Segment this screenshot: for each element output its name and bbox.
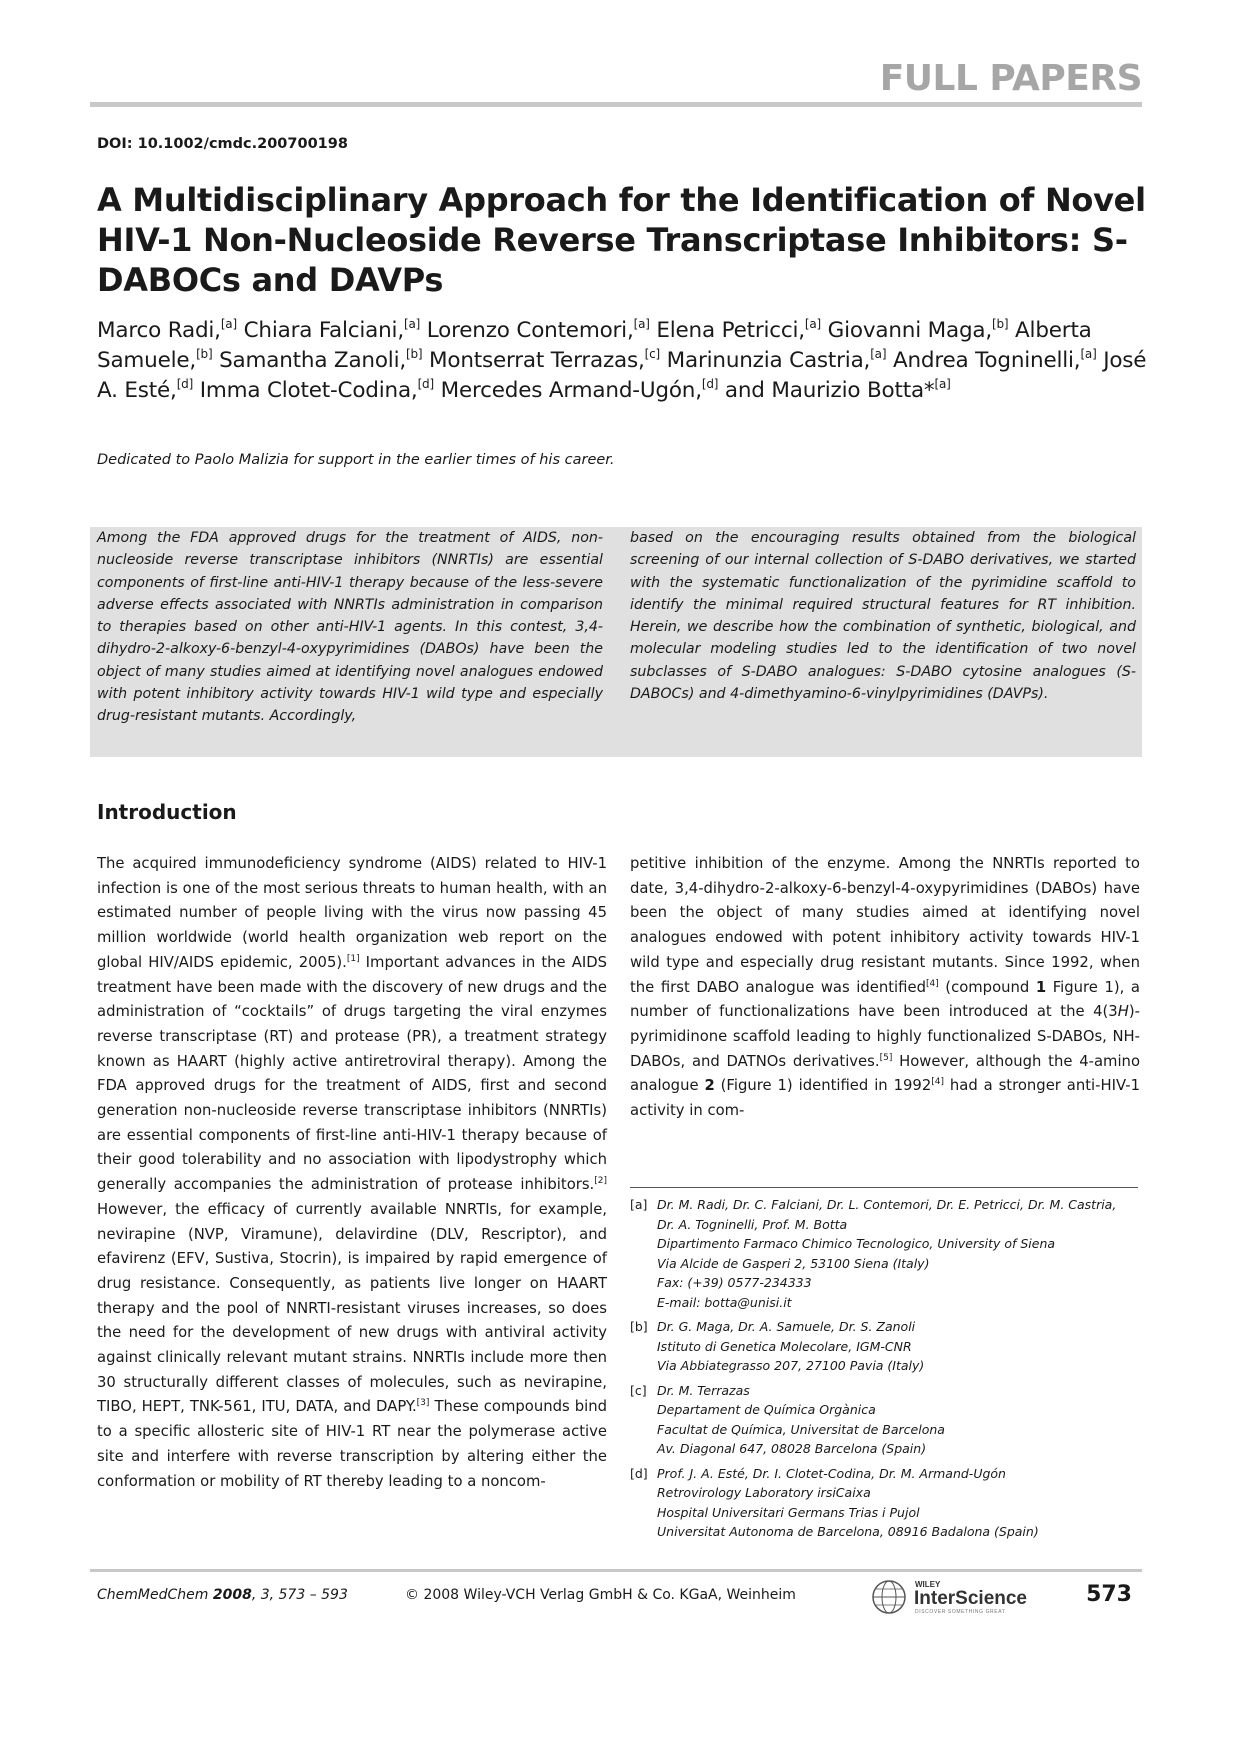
body-left-column bbox=[97, 852, 607, 1494]
author-affiliation-marker: [a] bbox=[1080, 347, 1097, 361]
author-name: Marinunzia Castria, bbox=[666, 348, 871, 373]
abstract-left-column: Among the FDA approved drugs for the treatment of AIDS, non-nucleoside reverse transcriptase inhibitors (NNRTIs) are essential components of first-line anti-HIV-1 therapy because of the less-severe adverse effects associated with NNRTIs administration in comparison to therapies based on other anti-HIV-1 agents. In this contest, 3,4-dihydro-2-alkoxy-6-benzyl-4-oxypyrimidines (DABOs) have been the object of many studies aimed at identifying novel analogues endowed with potent inhibitory activity towards HIV-1 wild type and especially drug-resistant mutants. Accordingly, bbox=[97, 530, 603, 725]
abstract-right-column: based on the encouraging results obtained from the biological screening of our internal collection of S-DABO derivatives, we started with the systematic functionalization of the pyrimidine scaffold to identify the minimal required structural features for RT inhibition. Herein, we describe how the combination of synthetic, biological, and molecular modeling studies led to the identification of two novel subclasses of S-DABO analogues: S-DABO cytosine analogues (S-DABOCs) and 4-dimethyamino-6-vinylpyrimidines (DAVPs). bbox=[630, 530, 1136, 703]
author-name: Elena Petricci, bbox=[656, 318, 805, 343]
compound-number: 2 bbox=[704, 1077, 715, 1095]
author-name: Samantha Zanoli, bbox=[219, 348, 406, 373]
body-text: These compounds bind to a specific allosteric site of HIV-1 RT near the polymerase active site and interfere with reverse transcription by altering either the conformation or mobility of RT thereby leading to a noncom- bbox=[97, 1398, 608, 1490]
author-affiliation-marker: [d] bbox=[417, 377, 434, 391]
affiliation-entry bbox=[630, 1381, 1140, 1459]
author-name: Andrea Togninelli, bbox=[892, 348, 1081, 373]
body-text: However, although the 4-amino analogue bbox=[630, 1052, 1140, 1095]
affiliations bbox=[630, 1195, 1140, 1547]
author-affiliation-marker: [d] bbox=[701, 377, 719, 391]
affiliation-line: Istituto di Genetica Molecolare, IGM-CNR bbox=[657, 1338, 912, 1354]
affiliation-line: Hospital Universitari Germans Trias i Pujol bbox=[657, 1504, 920, 1520]
author-name: Giovanni Maga, bbox=[827, 318, 993, 343]
citation-marker[interactable]: [1] bbox=[346, 953, 360, 964]
body-text: However, the efficacy of currently available NNRTIs, for example, nevirapine (NVP, Viramune), delavirdine (DLV, Rescriptor), and efavirenz (EFV, Sustiva, Stocrin), is impaired by rapid emergence of drug resistance. Consequently, as patients live longer on HAART therapy and the pool of NNRTI-resistant viruses increases, so does the need for the development of new drugs with antiviral activity against clinically relevant mutant strains. NNRTIs include more then 30 structurally different classes of molecules, such as nevirapine, TIBO, HEPT, TNK-561, ITU, DATA, and DAPY. bbox=[97, 1200, 607, 1416]
author-name: Maurizio Botta* bbox=[771, 378, 935, 403]
citation-marker[interactable]: [4] bbox=[931, 1077, 944, 1088]
author-name: Chiara Falciani, bbox=[243, 318, 404, 343]
affiliation-entry bbox=[630, 1195, 1140, 1312]
affiliation-entry bbox=[630, 1464, 1140, 1542]
affiliation-tag: [c] bbox=[630, 1382, 647, 1398]
affiliation-line[interactable]: E-mail: botta@unisi.it bbox=[657, 1294, 792, 1310]
affiliation-line: Via Alcide de Gasperi 2, 53100 Siena (Italy) bbox=[657, 1255, 930, 1271]
journal-reference bbox=[97, 1587, 348, 1603]
affiliation-line: Dr. A. Togninelli, Prof. M. Botta bbox=[657, 1216, 848, 1232]
affiliation-line: Universitat Autonoma de Barcelona, 08916 Badalona (Spain) bbox=[657, 1524, 1039, 1539]
logo-interscience-text: InterScience bbox=[914, 1588, 1027, 1609]
citation-marker[interactable]: [4] bbox=[925, 978, 939, 989]
citation-marker[interactable]: [2] bbox=[594, 1176, 607, 1187]
body-text: )-pyrimidinone scaffold leading to highly functionalized S-DABOs, NH-DABOs, and DATNOs derivatives. bbox=[630, 1003, 1140, 1070]
logo-tagline: DISCOVER SOMETHING GREAT bbox=[915, 1609, 1006, 1615]
affiliation-tag: [b] bbox=[630, 1319, 648, 1334]
author-affiliation-marker: [a] bbox=[934, 377, 951, 391]
journal-pages: , 3, 573 – 593 bbox=[251, 1587, 348, 1603]
author-name: Mercedes Armand-Ugón, bbox=[440, 378, 702, 403]
author-affiliation-marker: [a] bbox=[403, 317, 421, 331]
affiliation-line: Prof. J. A. Esté, Dr. I. Clotet-Codina, Dr. M. Armand-Ugón bbox=[657, 1465, 1006, 1481]
author-list bbox=[97, 316, 1157, 406]
author-affiliation-marker: [a] bbox=[870, 347, 887, 361]
affiliation-line: Dr. M. Radi, Dr. C. Falciani, Dr. L. Contemori, Dr. E. Petricci, Dr. M. Castria, bbox=[657, 1197, 1117, 1212]
author-name: Montserrat Terrazas, bbox=[429, 348, 645, 373]
affiliation-line: Av. Diagonal 647, 08028 Barcelona (Spain) bbox=[657, 1441, 927, 1456]
page-number: 573 bbox=[1086, 1582, 1132, 1607]
affiliation-line: Dipartimento Farmaco Chimico Tecnologico, University of Siena bbox=[657, 1236, 1056, 1251]
italic-text: H bbox=[1117, 1003, 1129, 1021]
affiliation-line: Via Abbiategrasso 207, 27100 Pavia (Italy) bbox=[657, 1358, 925, 1373]
journal-name: ChemMedChem bbox=[97, 1587, 209, 1603]
body-right-column bbox=[630, 852, 1140, 1124]
author-name: José A. Esté, bbox=[97, 348, 1147, 403]
author-name: Lorenzo Contemori, bbox=[426, 318, 634, 343]
logo-wiley-text: WILEY bbox=[915, 1580, 941, 1589]
wiley-interscience-logo[interactable] bbox=[870, 1577, 1042, 1617]
affiliation-line: Retrovirology Laboratory irsiCaixa bbox=[657, 1485, 871, 1500]
citation-marker[interactable]: [5] bbox=[879, 1052, 893, 1063]
section-heading-introduction: Introduction bbox=[97, 800, 237, 824]
affiliation-tag: [d] bbox=[630, 1465, 648, 1481]
author-name: and bbox=[724, 378, 765, 403]
author-affiliation-marker: [b] bbox=[992, 317, 1009, 331]
author-affiliation-marker: [a] bbox=[633, 317, 650, 331]
author-affiliation-marker: [b] bbox=[196, 347, 213, 361]
author-affiliation-marker: [b] bbox=[406, 347, 423, 361]
article-title: A Multidisciplinary Approach for the Identification of Novel HIV-1 Non-Nucleoside Reverse Transcriptase Inhibitors: S-DABOCs and DAVPs bbox=[97, 181, 1146, 299]
body-text: had a stronger anti-HIV-1 activity in com- bbox=[630, 1077, 1140, 1120]
author-affiliation-marker: [a] bbox=[804, 317, 822, 331]
body-text: (compound bbox=[938, 978, 1036, 996]
author-affiliation-marker: [c] bbox=[644, 347, 661, 361]
footer-rule bbox=[90, 1569, 1142, 1572]
body-text: (Figure 1) identified in 1992 bbox=[714, 1077, 932, 1095]
citation-marker[interactable]: [3] bbox=[416, 1398, 430, 1409]
body-text: petitive inhibition of the enzyme. Among the NNRTIs reported to date, 3,4-dihydro-2-alkoxy-6-benzyl-4-oxypyrimidines (DABOs) have been the object of many studies aimed at identifying novel analogues endowed with potent inhibitory activity towards HIV-1 wild type and especially drug resistant mutants. Since 1992, when the first DABO analogue was identified bbox=[630, 855, 1140, 996]
author-name: Alberta Samuele, bbox=[97, 318, 1092, 373]
author-affiliation-marker: [a] bbox=[220, 317, 237, 331]
footnote-rule bbox=[630, 1187, 1138, 1188]
affiliation-line: Dr. G. Maga, Dr. A. Samuele, Dr. S. Zanoli bbox=[657, 1319, 916, 1334]
affiliation-line: Departament de Química Orgànica bbox=[657, 1402, 876, 1417]
header-rule bbox=[90, 102, 1142, 107]
author-name: Marco Radi, bbox=[97, 318, 221, 343]
affiliation-line: Facultat de Química, Universitat de Barcelona bbox=[657, 1421, 945, 1437]
dedication: Dedicated to Paolo Malizia for support in the earlier times of his career. bbox=[97, 452, 615, 468]
section-label: FULL PAPERS bbox=[879, 58, 1142, 99]
body-text: Important advances in the AIDS treatment have been made with the discovery of new drugs and the administration of “cocktails” of drugs targeting the viral enzymes reverse transcriptase (RT) and protease (PR), a treatment strategy known as HAART (highly active antiretroviral therapy). Among the FDA approved drugs for the treatment of AIDS, first and second generation non-nucleoside reverse transcriptase inhibitors (NNRTIs) are essential components of first-line anti-HIV-1 therapy because of their good tolerability and no association with lipodystrophy which generally accompanies the administration of protease inhibitors. bbox=[97, 953, 607, 1194]
affiliation-entry bbox=[630, 1317, 1140, 1376]
affiliation-tag: [a] bbox=[630, 1197, 648, 1212]
copyright: © 2008 Wiley-VCH Verlag GmbH & Co. KGaA, Weinheim bbox=[405, 1587, 796, 1603]
body-text: Figure 1), a number of functionalizations have been introduced at the 4(3 bbox=[630, 978, 1140, 1021]
compound-number: 1 bbox=[1035, 978, 1047, 996]
globe-icon bbox=[873, 1581, 905, 1613]
doi[interactable]: DOI: 10.1002/cmdc.200700198 bbox=[97, 136, 348, 152]
author-name: Imma Clotet-Codina, bbox=[199, 378, 418, 403]
affiliation-line: Dr. M. Terrazas bbox=[657, 1382, 750, 1398]
affiliation-line: Fax: (+39) 0577-234333 bbox=[657, 1275, 812, 1290]
author-affiliation-marker: [d] bbox=[176, 377, 194, 391]
body-text: The acquired immunodeficiency syndrome (AIDS) related to HIV-1 infection is one of the most serious threats to human health, with an estimated number of people living with the virus now passing 45 million worldwide (world health organization web report on the global HIV/AIDS epidemic, 2005). bbox=[97, 855, 607, 971]
journal-year: 2008 bbox=[212, 1587, 252, 1603]
